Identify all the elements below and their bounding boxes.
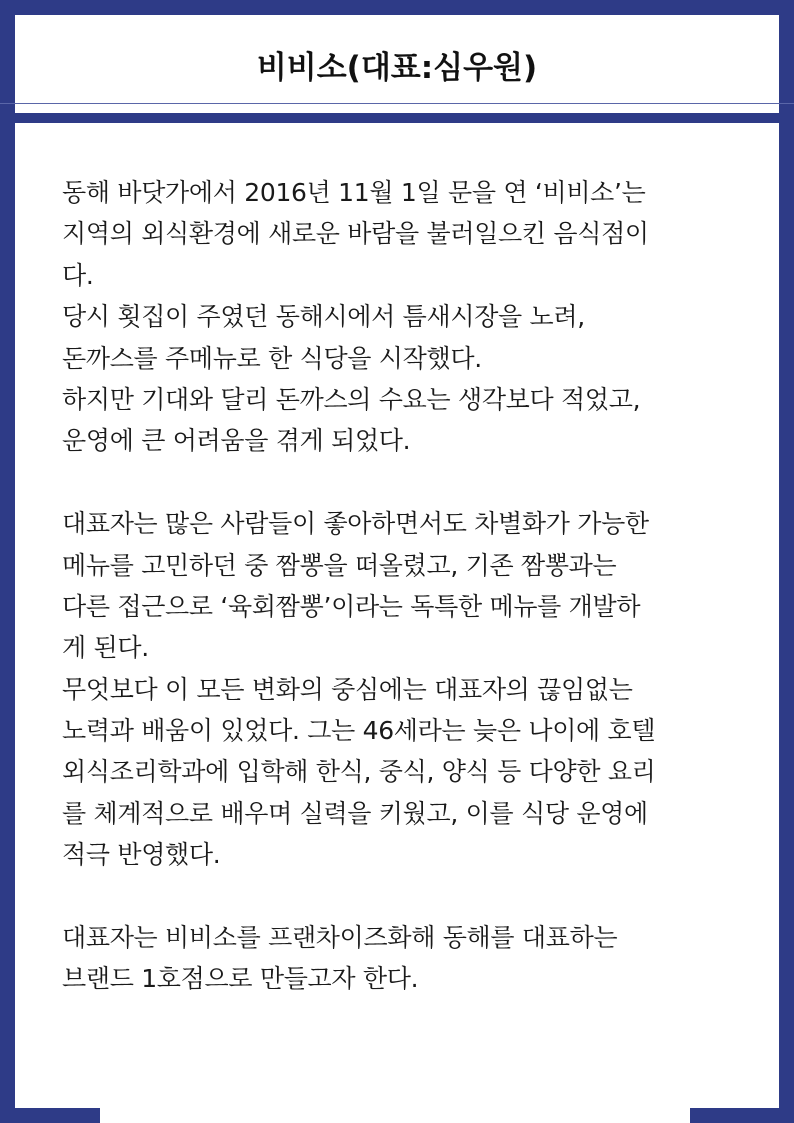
paragraph-1 [62,172,742,462]
text-line: 대표자는 비비소를 프랜차이즈화해 동해를 대표하는 [62,923,618,953]
frame-left-border [0,0,15,1123]
text-line: 게 된다. [62,633,149,663]
paragraph-gap [62,876,742,917]
page-title: 비비소(대표:심우원) [256,49,538,86]
paragraph-3 [62,917,742,1000]
text-line: 다른 접근으로 ‘육회짬뽕’이라는 독특한 메뉴를 개발하 [62,591,641,621]
header-divider-band [0,113,794,123]
text-line: 외식조리학과에 입학해 한식, 중식, 양식 등 다양한 요리 [62,757,656,787]
frame-right-border [779,0,794,1123]
text-line: 돈까스를 주메뉴로 한 식당을 시작했다. [62,343,482,373]
footer-right-bar [690,1108,794,1123]
text-line: 노력과 배움이 있었다. 그는 46세라는 늦은 나이에 호텔 [62,716,656,746]
footer-left-bar [0,1108,100,1123]
paragraph-2 [62,503,742,876]
text-line: 메뉴를 고민하던 중 짬뽕을 떠올렸고, 기존 짬뽕과는 [62,550,617,580]
text-line: 지역의 외식환경에 새로운 바람을 불러일으킨 음식점이 [62,219,649,249]
text-line: 운영에 큰 어려움을 겪게 되었다. [62,426,411,456]
paragraph-gap [62,462,742,503]
text-line: 하지만 기대와 달리 돈까스의 수요는 생각보다 적었고, [62,384,641,414]
frame-top-border [0,0,794,15]
text-line: 동해 바닷가에서 2016년 11월 1일 문을 연 ‘비비소’는 [62,178,646,207]
text-line: 무엇보다 이 모든 변화의 중심에는 대표자의 끊임없는 [62,674,633,704]
text-line: 대표자는 많은 사람들이 좋아하면서도 차별화가 가능한 [62,509,649,539]
text-line: 브랜드 1호점으로 만들고자 한다. [62,964,419,994]
text-line: 적극 반영했다. [62,840,221,870]
text-line: 당시 횟집이 주였던 동해시에서 틈새시장을 노려, [62,302,585,332]
text-line: 다. [62,260,94,290]
article-body [62,172,742,1000]
text-line: 를 체계적으로 배우며 실력을 키웠고, 이를 식당 운영에 [62,798,648,828]
